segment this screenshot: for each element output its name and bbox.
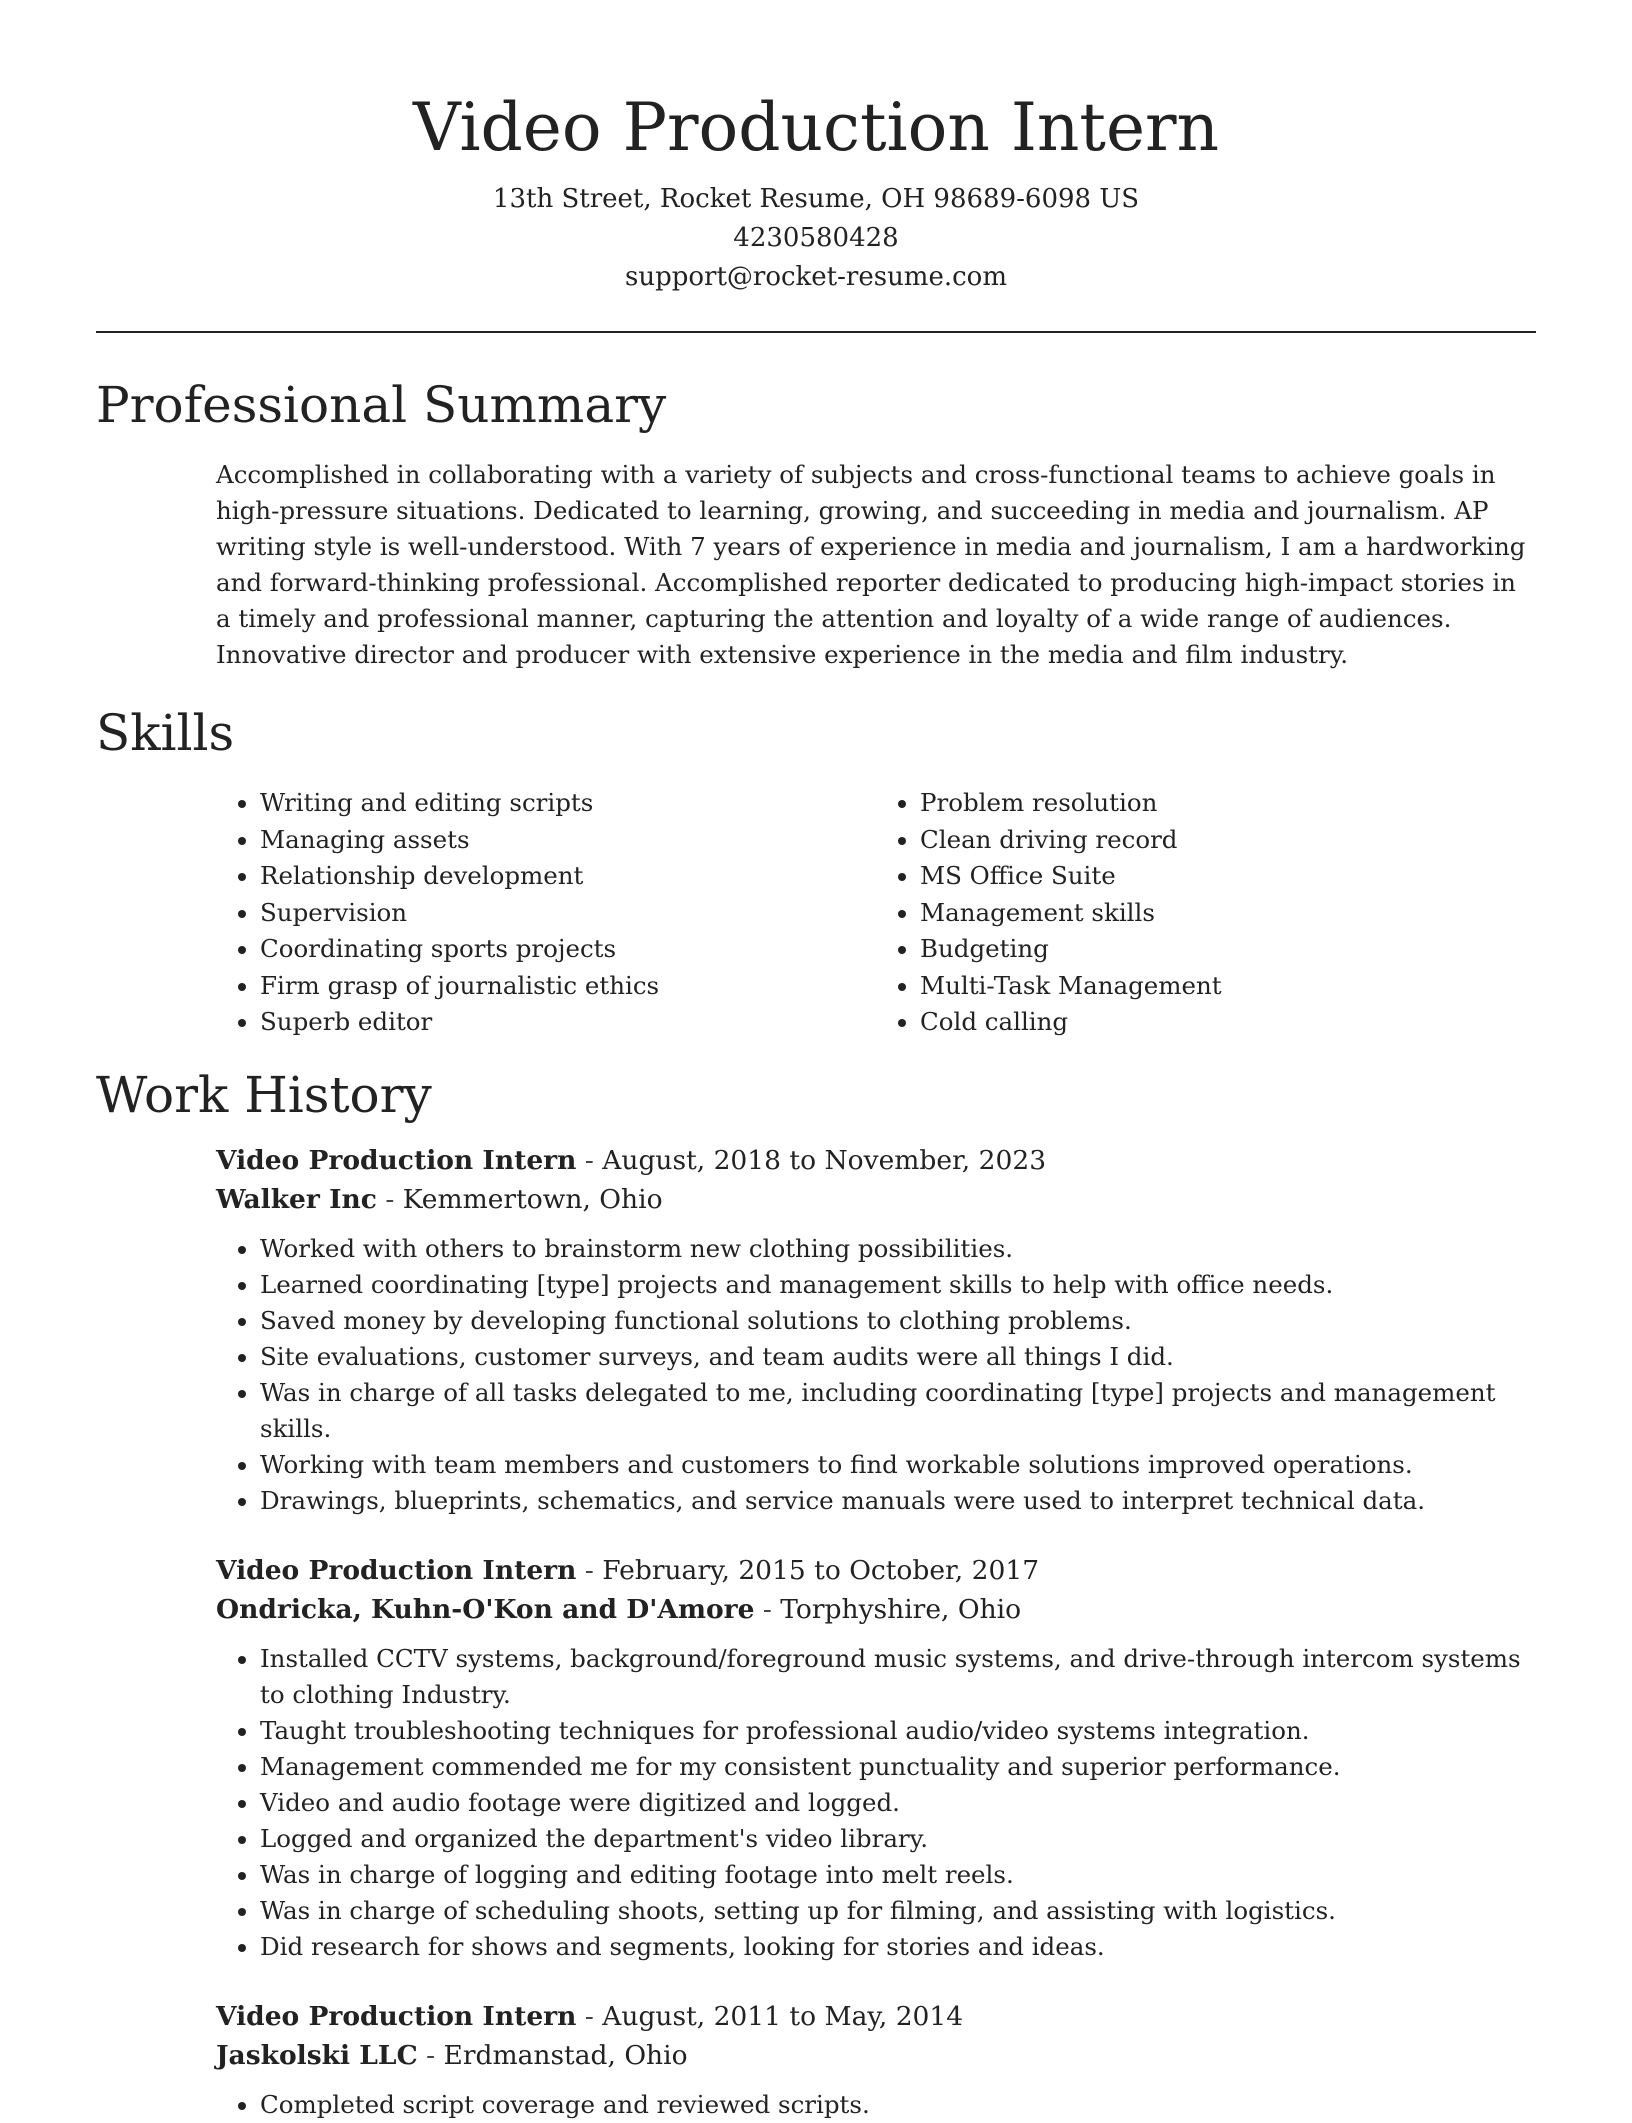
- job-bullet: • Was in charge of logging and editing footage into melt reels.: [260, 1857, 1536, 1893]
- job-bullets: [216, 1231, 1536, 1519]
- job-bullet: • Management commended me for my consistent punctuality and superior performance.: [260, 1749, 1536, 1785]
- summary-text: Accomplished in collaborating with a variety of subjects and cross-functional teams to achieve goals in high-pressure situations. Dedicated to learning, growing, and succeeding in media and journalism. AP writing style is well-understood. With 7 years of experience in media and journalism, I am a hardworking and forward-thinking professional. Accomplished reporter dedicated to producing high-impact stories in a timely and professional manner, capturing the attention and loyalty of a wide range of audiences. Innovative director and producer with extensive experience in the media and film industry.: [216, 460, 1526, 669]
- job-bullet: • Site evaluations, customer surveys, and team audits were all things I did.: [260, 1339, 1536, 1375]
- job-title-line: [216, 1141, 1536, 1180]
- job-bullet: • Completed script coverage and reviewed scripts.: [260, 2087, 1536, 2123]
- job-company: Walker Inc: [216, 1183, 377, 1215]
- separator: -: [417, 2039, 444, 2071]
- skill-item: • Firm grasp of journalistic ethics: [260, 968, 876, 1005]
- skill-item: • Relationship development: [260, 858, 876, 895]
- work-history-heading: Work History: [96, 1065, 432, 1124]
- job-bullet: • Taught troubleshooting techniques for professional audio/video systems integration.: [260, 1713, 1536, 1749]
- job-spacer: [96, 1965, 1536, 1997]
- resume-page: [96, 0, 1536, 2123]
- job-bullet: • Learned coordinating [type] projects and management skills to help with office needs.: [260, 1267, 1536, 1303]
- job-company: Jaskolski LLC: [216, 2039, 418, 2071]
- skill-item: • Coordinating sports projects: [260, 931, 876, 968]
- job-role: Video Production Intern: [216, 2000, 577, 2032]
- skill-item: • Clean driving record: [920, 822, 1536, 859]
- skills-heading: Skills: [96, 704, 235, 762]
- job-spacer: [96, 1519, 1536, 1551]
- skill-item: • Supervision: [260, 895, 876, 932]
- job-bullet: • Video and audio footage were digitized and logged.: [260, 1785, 1536, 1821]
- skill-item: • Writing and editing scripts: [260, 785, 876, 822]
- candidate-name: Video Production Intern: [412, 89, 1220, 166]
- skill-item: • MS Office Suite: [920, 858, 1536, 895]
- job-location: Torphyshire, Ohio: [780, 1593, 1022, 1625]
- job-dates: August, 2011 to May, 2014: [602, 2000, 964, 2032]
- job-company: Ondricka, Kuhn-O'Kon and D'Amore: [216, 1593, 755, 1625]
- separator: -: [576, 2000, 603, 2032]
- job-bullets: [216, 1641, 1536, 1965]
- skill-item: • Management skills: [920, 895, 1536, 932]
- address: 13th Street, Rocket Resume, OH 98689-6098 US: [492, 184, 1140, 214]
- job-dates: August, 2018 to November, 2023: [602, 1144, 1047, 1176]
- job-company-line: [216, 1590, 1536, 1629]
- job-company-line: [216, 1180, 1536, 1219]
- skill-item: • Budgeting: [920, 931, 1536, 968]
- job-dates: February, 2015 to October, 2017: [602, 1554, 1040, 1586]
- job-role: Video Production Intern: [216, 1554, 577, 1586]
- skill-item: • Cold calling: [920, 1004, 1536, 1041]
- job-bullet: • Did research for shows and segments, looking for stories and ideas.: [260, 1929, 1536, 1965]
- job-location: Erdmanstad, Ohio: [443, 2039, 688, 2071]
- job-location: Kemmertown, Ohio: [402, 1183, 663, 1215]
- separator: -: [576, 1554, 603, 1586]
- separator: -: [754, 1593, 781, 1625]
- separator: -: [576, 1144, 603, 1176]
- job-bullet: • Was in charge of scheduling shoots, setting up for filming, and assisting with logistics.: [260, 1893, 1536, 1929]
- job-title-line: [216, 1551, 1536, 1590]
- job-bullet: • Drawings, blueprints, schematics, and service manuals were used to interpret technical data.: [260, 1483, 1536, 1519]
- job-bullet: • Logged and organized the department's video library.: [260, 1821, 1536, 1857]
- job-company-line: [216, 2036, 1536, 2075]
- skills-column-right: [876, 785, 1536, 1041]
- job-bullet: • Saved money by developing functional solutions to clothing problems.: [260, 1303, 1536, 1339]
- job-role: Video Production Intern: [216, 1144, 577, 1176]
- job-bullet: • Was in charge of all tasks delegated to me, including coordinating [type] projects and management skills.: [260, 1375, 1536, 1447]
- job-bullet: • Working with team members and customers to find workable solutions improved operations.: [260, 1447, 1536, 1483]
- skill-item: • Managing assets: [260, 822, 876, 859]
- job-bullet: • Installed CCTV systems, background/foreground music systems, and drive-through intercom systems to clothing Industry.: [260, 1641, 1536, 1713]
- job-entry: [216, 1551, 1536, 1965]
- job-title-line: [216, 1997, 1536, 2036]
- resume-header: [96, 0, 1536, 297]
- skill-item: • Multi-Task Management: [920, 968, 1536, 1005]
- summary-heading: Professional Summary: [96, 376, 667, 434]
- header-divider: [96, 331, 1536, 333]
- email-address: support@rocket-resume.com: [624, 262, 1007, 292]
- separator: -: [376, 1183, 403, 1215]
- skill-item: • Problem resolution: [920, 785, 1536, 822]
- job-bullets: [216, 2087, 1536, 2123]
- skill-item: • Superb editor: [260, 1004, 876, 1041]
- phone-number: 4230580428: [733, 223, 899, 253]
- job-entry: [216, 1141, 1536, 1519]
- skills-list: [216, 785, 1536, 1041]
- job-bullet: • Worked with others to brainstorm new clothing possibilities.: [260, 1231, 1536, 1267]
- skills-column-left: [216, 785, 876, 1041]
- job-entry: [216, 1997, 1536, 2123]
